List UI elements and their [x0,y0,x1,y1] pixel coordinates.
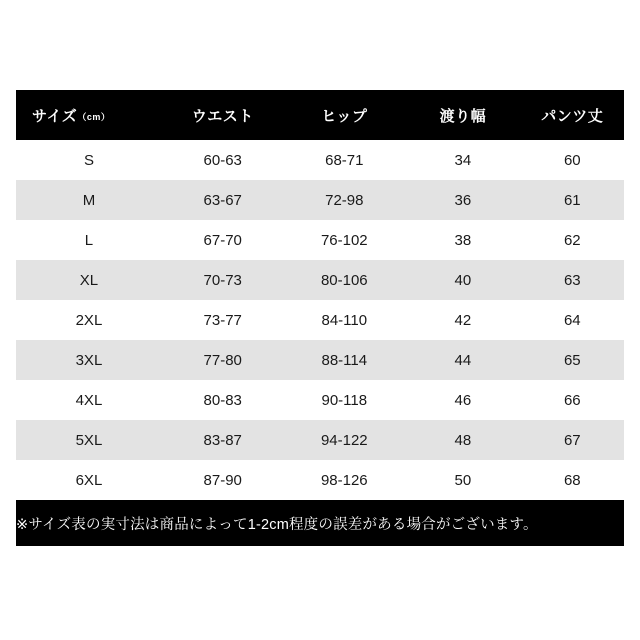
cell-length: 64 [563,311,581,329]
cell-thigh: 50 [454,471,472,489]
cell-waist: 63-67 [203,191,242,209]
cell-length: 61 [563,191,581,209]
column-header-size [16,90,162,140]
cell-hip: 84-110 [321,311,368,329]
column-header-waist: ウエスト [191,107,254,125]
cell-waist: 73-77 [203,311,242,329]
cell-size: 2XL [75,311,103,329]
cell-size: S [83,151,94,169]
table-row [16,420,624,460]
cell-hip: 72-98 [325,191,364,209]
cell-thigh: 34 [454,151,472,169]
cell-thigh: 44 [454,351,472,369]
table-note-row [16,500,624,546]
table-header-row [16,90,624,140]
cell-thigh: 48 [454,431,472,449]
table-row [16,380,624,420]
cell-hip: 94-122 [320,431,368,449]
cell-hip: 98-126 [320,471,368,489]
cell-size: 4XL [75,391,103,409]
cell-thigh: 42 [454,311,472,329]
cell-hip: 88-114 [321,351,368,369]
table-row [16,460,624,500]
cell-waist: 60-63 [203,151,242,169]
cell-thigh: 36 [454,191,472,209]
cell-hip: 90-118 [321,391,368,409]
column-header-thigh: 渡り幅 [439,107,487,125]
table-row [16,340,624,380]
cell-size: L [84,231,94,249]
cell-length: 63 [563,271,581,289]
table-row [16,180,624,220]
column-header-hip: ヒップ [321,107,368,125]
cell-length: 68 [563,471,581,489]
cell-size: 3XL [75,351,103,369]
cell-size: M [82,191,96,209]
cell-length: 65 [563,351,581,369]
cell-waist: 77-80 [203,351,242,369]
cell-size: 6XL [75,471,103,489]
size-chart-table [16,90,624,546]
cell-thigh: 40 [454,271,472,289]
cell-waist: 83-87 [203,431,242,449]
cell-hip: 76-102 [320,231,368,249]
table-row [16,300,624,340]
cell-waist: 80-83 [203,391,242,409]
cell-length: 67 [563,431,581,449]
cell-thigh: 38 [454,231,472,249]
table-row [16,140,624,180]
column-header-size-label: サイズ [32,107,78,125]
cell-size: XL [79,271,99,289]
column-header-size-unit: （cm） [77,111,111,122]
cell-length: 60 [563,151,581,169]
cell-waist: 70-73 [203,271,242,289]
cell-waist: 67-70 [203,231,242,249]
column-header-length: パンツ丈 [541,107,604,125]
cell-thigh: 46 [454,391,472,409]
table-row [16,220,624,260]
cell-length: 66 [563,391,581,409]
cell-waist: 87-90 [203,471,242,489]
cell-hip: 68-71 [325,151,364,169]
cell-hip: 80-106 [320,271,368,289]
size-chart-note: ※サイズ表の実寸法は商品によって1-2cm程度の誤差がある場合がございます。 [16,516,538,533]
table-row [16,260,624,300]
cell-length: 62 [563,231,581,249]
cell-size: 5XL [75,431,103,449]
